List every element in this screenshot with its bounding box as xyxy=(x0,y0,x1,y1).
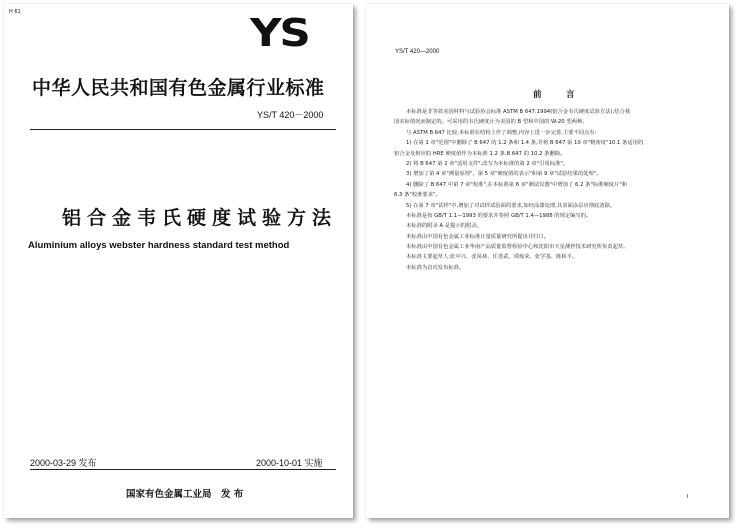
preface-line: 本标准为首次发布标准。 xyxy=(406,264,465,271)
preface-line: 本标准是按 GB/T 1.1—1993 的要求并参照 GB/T 1.4—1988 的规定编写的。 xyxy=(406,212,592,219)
preface-line: 3) 增加了第 4 章"测量原理"、第 5 章"硬度值的表示"和第 9 章"试验结果的处理"。 xyxy=(406,171,602,178)
preface-line: 本标准主要起草人:张中兴、张凤林、任善武、谭灿荣、张学基、陈和平。 xyxy=(406,254,578,261)
preface-line: 5) 在第 7 章"试样"中,增加了对试样试验面的要求,如经涂漆处理,其表面涂层应彻底清除。 xyxy=(406,202,616,209)
preface-line: 本标准由中国有色金属工业标准计量质量研究所提出并归口。 xyxy=(406,233,550,240)
standard-number: YS/T 420－2000 xyxy=(257,110,324,120)
header-standard-number: YS/T 420—2000 xyxy=(395,49,440,55)
preface-line: 本标准的附录 A 是提示的附录。 xyxy=(406,223,482,230)
preface-body xyxy=(394,107,704,273)
divider-bottom xyxy=(30,469,336,470)
page-number: I xyxy=(687,494,689,500)
preface-line: 1) 在第 1 章"范围"中删除了 B 647 的 1.2 条和 1.4 条,并将 B 647 第 10 章"精密度"10.1 条适用的 xyxy=(406,140,644,147)
preface-page xyxy=(366,4,729,518)
title-chinese: 铝合金韦氏硬度试验方法 xyxy=(62,207,338,229)
preface-line: 国实际情况而制定的。可采用的韦氏硬度计为美国的 B 型和中国的 W-20 型两种。 xyxy=(394,119,588,126)
preface-line: 本标准是非等效美国材料与试验协会标准 ASTM B 647:1994(铝合金韦氏硬度试验方法),结合我 xyxy=(406,109,631,115)
ys-logo: YS xyxy=(250,11,309,55)
publisher: 国家有色金属工业局 发 布 xyxy=(126,489,244,500)
implement-date: 2000-10-01 实施 xyxy=(256,458,323,468)
preface-line: 与 ASTM B 647 比较,本标准在结构上作了调整,内容上进一步完善,主要不同点有: xyxy=(406,129,597,136)
preface-heading: 前 言 xyxy=(533,90,583,100)
preface-line: 铝合金及相应的 HRE 硬度值作为本标准 1.2 条,B 647 的 10.2 条删除。 xyxy=(394,150,566,157)
corner-code: H 61 xyxy=(9,9,21,15)
preface-line: 6.3 条"校准要求"。 xyxy=(394,192,441,199)
standard-title: 中华人民共和国有色金属行业标准 xyxy=(32,77,325,99)
preface-line: 2) 将 B 647 第 2 章"适用文件",改写为本标准的第 2 章"引用标准"。 xyxy=(406,160,569,167)
cover-page xyxy=(4,4,353,518)
divider-top xyxy=(30,129,336,130)
preface-line: 本标准由中国有色金属工业华南产品质量监督检验中心和沈阳市天星测控技术研究所负责起草。 xyxy=(406,244,629,251)
issue-date: 2000-03-29 发布 xyxy=(30,458,97,468)
title-english: Aluminium alloys webster hardness standard test method xyxy=(28,240,290,251)
preface-line: 4) 删除了 B 647 中第 7 章"校准",在本标准第 6 章"测试仪器"中增加了 6.2 条"标准硬度片"和 xyxy=(406,181,628,188)
